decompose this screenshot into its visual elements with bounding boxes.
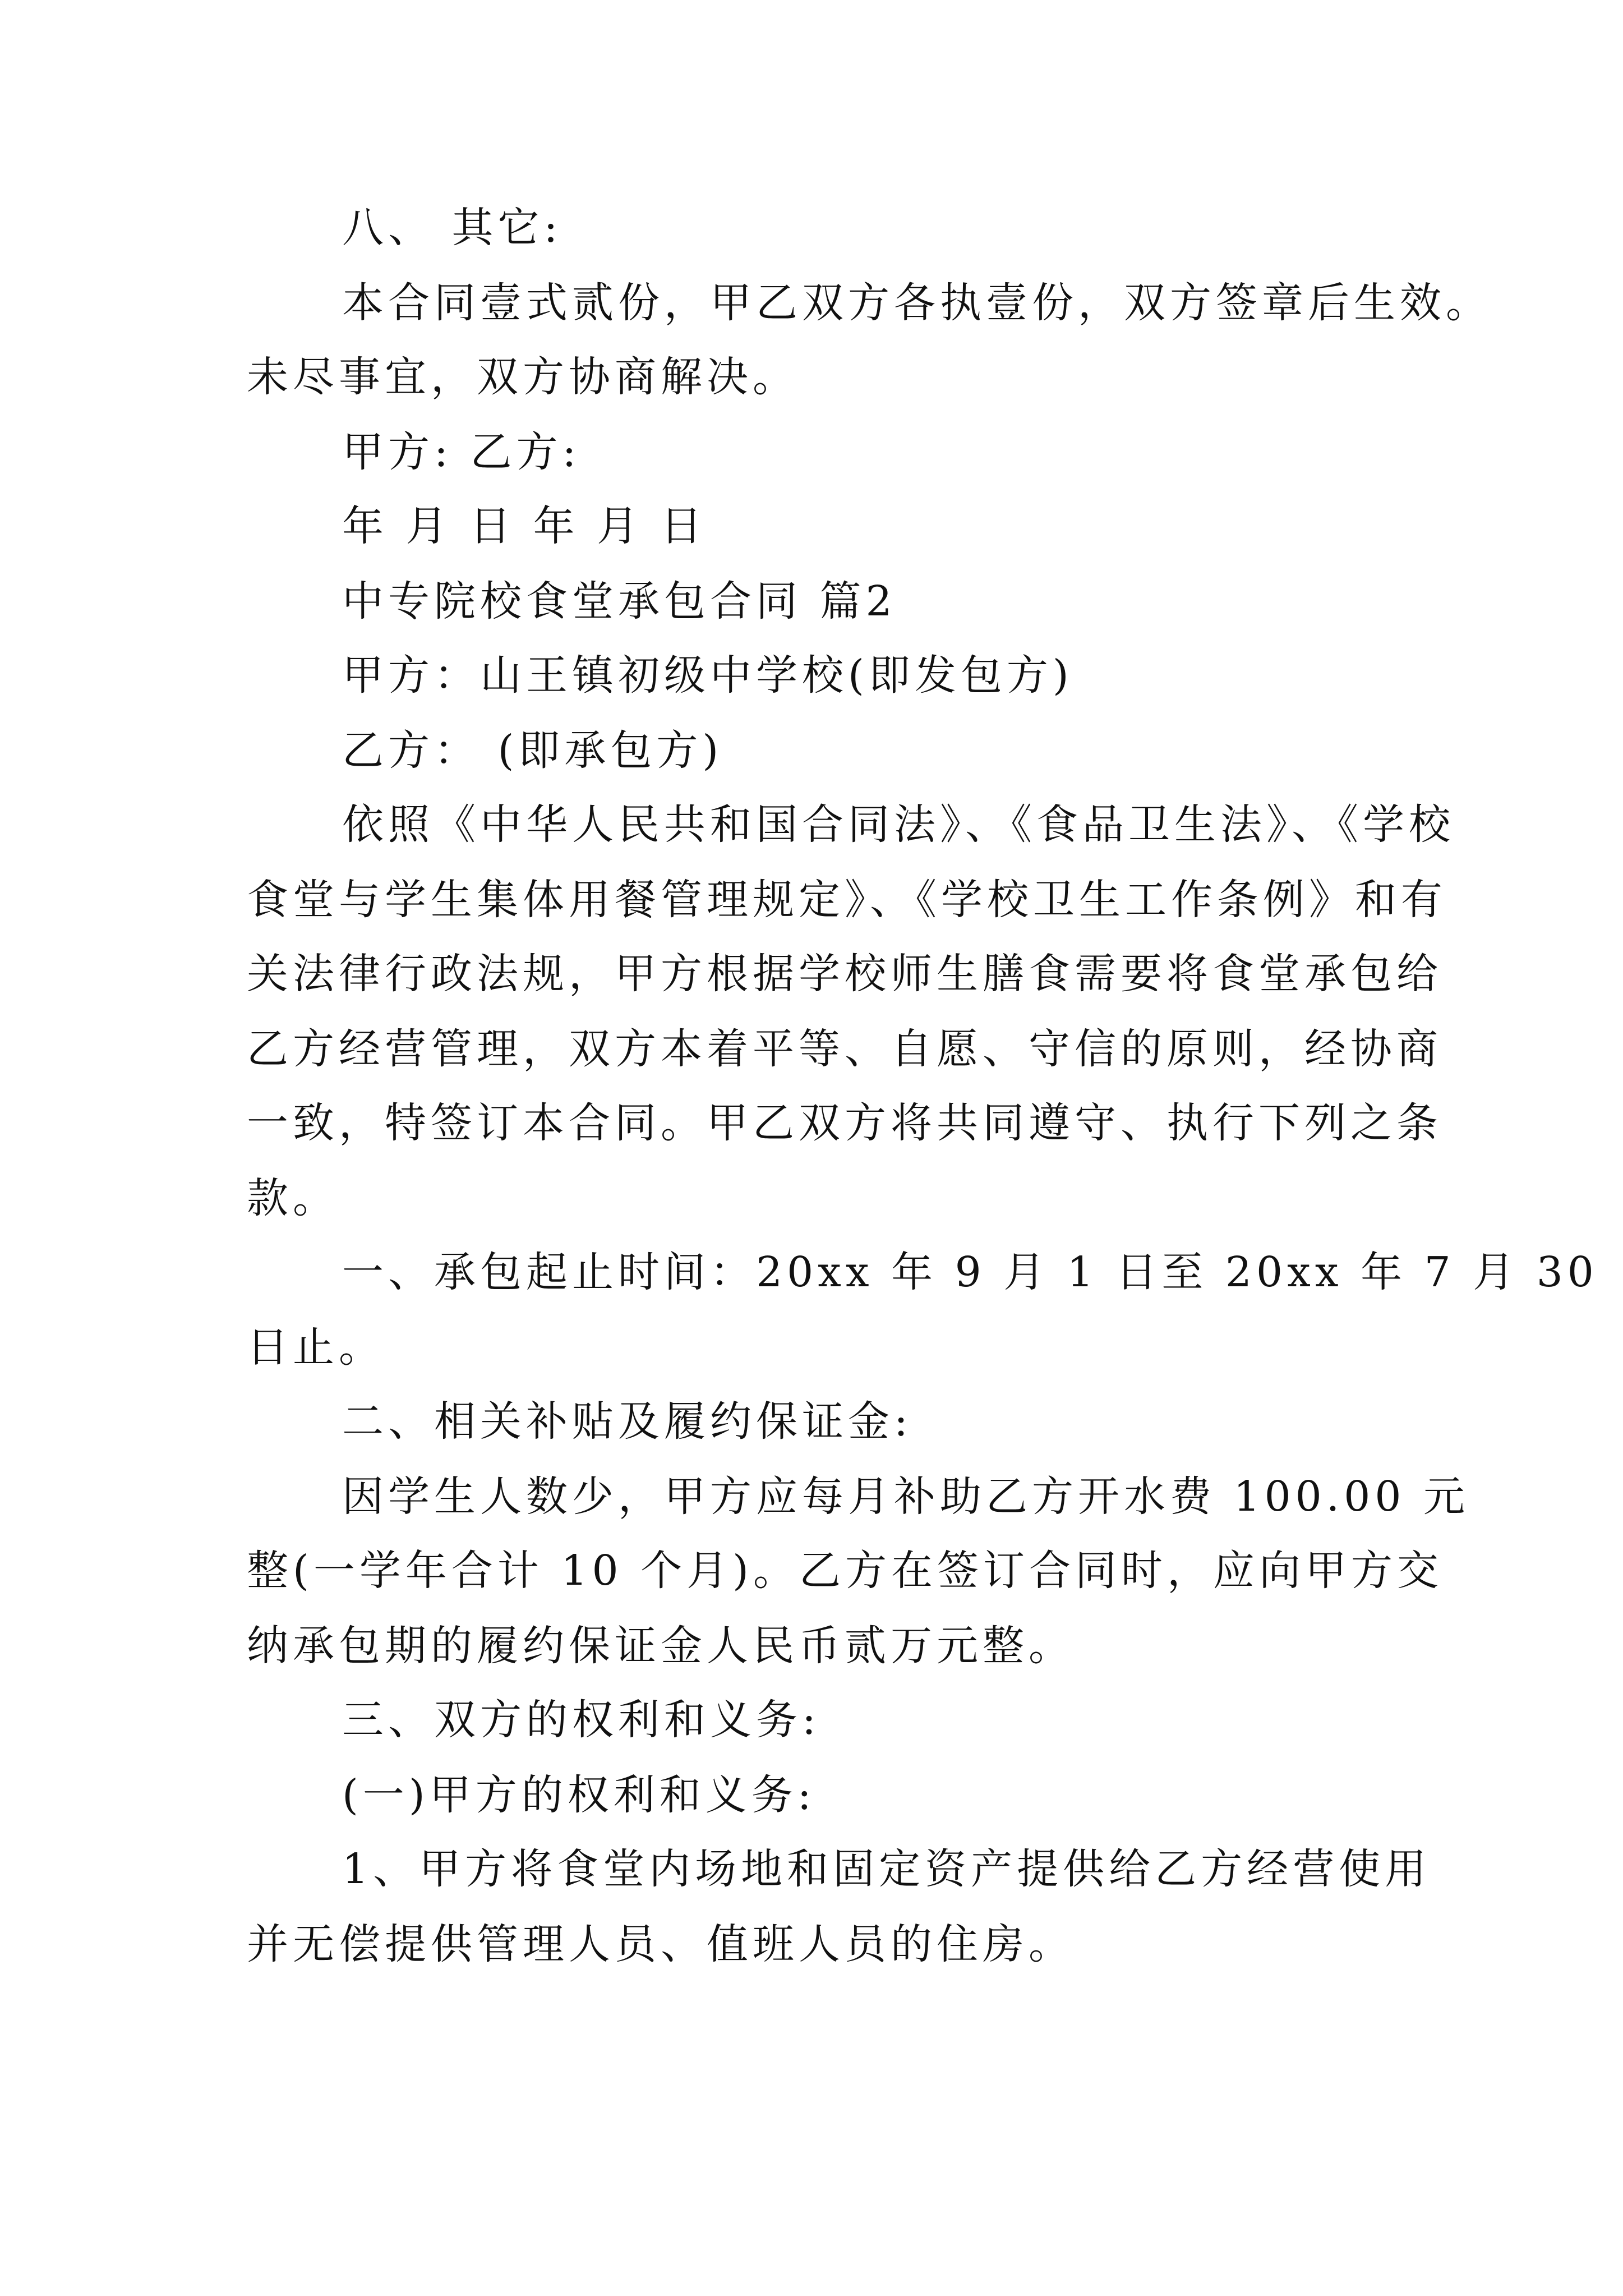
paragraph-line: 并无偿提供管理人员、值班人员的住房。: [247, 1920, 1075, 1968]
signature-parties: 甲方: 乙方:: [342, 428, 581, 476]
section-heading-other: 八、 其它:: [342, 204, 562, 252]
paragraph-line: 因学生人数少，甲方应每月补助乙方开水费 100.00 元: [342, 1473, 1469, 1521]
paragraph-line: 关法律行政法规，甲方根据学校师生膳食需要将食堂承包给: [247, 950, 1442, 998]
paragraph-line: 整(一学年合计 10 个月)。乙方在签订合同时，应向甲方交: [247, 1547, 1443, 1595]
clause-term: 一、承包起止时间：20xx 年 9 月 1 日至 20xx 年 7 月 30: [342, 1248, 1598, 1296]
party-a: 甲方：山王镇初级中学校(即发包方): [342, 651, 1073, 700]
party-b: 乙方： (即承包方): [342, 726, 723, 775]
clause-heading: 二、相关补贴及履约保证金:: [342, 1397, 912, 1446]
clause-heading: 三、双方的权利和义务:: [342, 1696, 820, 1744]
paragraph-line: 未尽事宜，双方协商解决。: [247, 353, 799, 401]
paragraph-line: 食堂与学生集体用餐管理规定》、《学校卫生工作条例》和有: [247, 876, 1447, 924]
contract-title: 中专院校食堂承包合同 篇2: [342, 577, 897, 625]
paragraph-line: 本合同壹式贰份，甲乙双方各执壹份，双方签章后生效。: [342, 279, 1492, 327]
paragraph-line: 一致，特签订本合同。甲乙双方将共同遵守、执行下列之条: [247, 1099, 1442, 1147]
signature-dates: 年 月 日 年 月 日: [342, 502, 707, 550]
paragraph-line: 日止。: [247, 1323, 385, 1372]
paragraph-line: 乙方经营管理，双方本着平等、自愿、守信的原则，经协商: [247, 1025, 1442, 1073]
paragraph-line: 纳承包期的履约保证金人民币贰万元整。: [247, 1622, 1075, 1670]
paragraph-line: 1、甲方将食堂内场地和固定资产提供给乙方经营使用: [342, 1845, 1431, 1893]
paragraph-line: 款。: [247, 1174, 339, 1222]
paragraph-line: 依照《中华人民共和国合同法》、《食品卫生法》、《学校: [342, 800, 1455, 849]
subclause-heading: (一)甲方的权利和义务:: [342, 1771, 816, 1819]
